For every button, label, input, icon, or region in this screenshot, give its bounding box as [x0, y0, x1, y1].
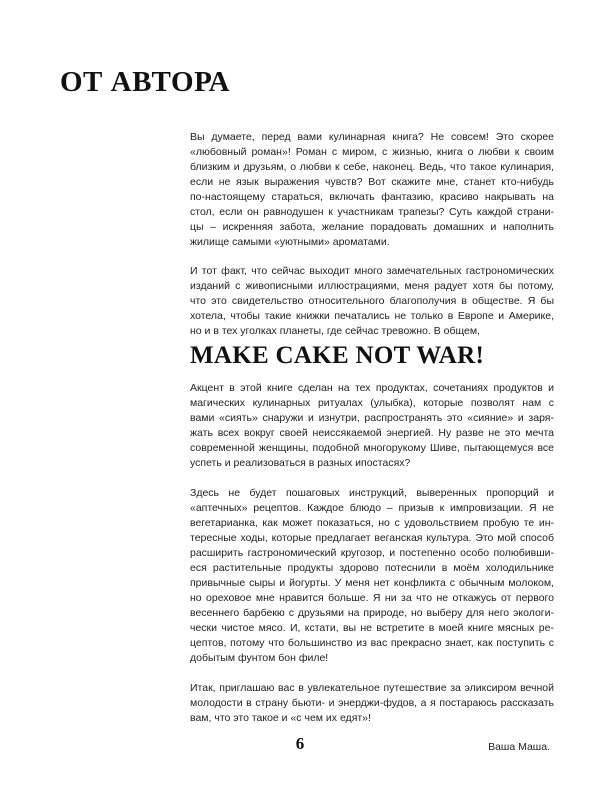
text-column: [190, 130, 554, 755]
text-line: чески чистое мясо. И, кстати, вы не встретите в моей книге мясных ре-: [190, 622, 554, 634]
text-line: «аптечных» рецептов. Каждое блюдо – призыв к импровизации. Я не: [190, 502, 554, 514]
text-line: успеть и реализоваться в разных ипостасях?: [190, 457, 411, 469]
text-line: весеннего барбекю с друзьями на природе, но выберу для него экологи-: [190, 607, 554, 619]
author-signature: Ваша Маша.: [488, 741, 550, 753]
paragraph-approach: [190, 486, 554, 666]
text-line: но и в тех уголках планеты, где сейчас тревожно. В общем,: [190, 325, 480, 337]
page-number: 6: [295, 734, 305, 753]
text-line: цептов, потому что большинство из вас прекрасно знает, как поступить с: [190, 637, 554, 649]
text-line: хотела, чтобы такие книжки печатались не только в Европе и Америке,: [190, 310, 554, 322]
text-line: что это свидетельство относительного благополучия в обществе. Я бы: [190, 295, 554, 307]
text-line: близким и друзьям, о любви к себе, наконец. Ведь, что такое кулинария,: [190, 161, 554, 173]
text-line: вам, что это такое и «с чем их едят»!: [190, 712, 371, 724]
text-line: молодости в страну бьюти- и энерджи-фудов, а я постараюсь рассказать: [190, 697, 554, 709]
text-line: стол, если он равнодушен к участникам трапезы? Суть каждой страни-: [190, 206, 554, 218]
text-line: если не язык выражения чувств? Вот скажите мне, станет кто-нибудь: [190, 176, 554, 188]
text-line: по-настоящему стараться, включать фантазию, красиво накрывать на: [190, 191, 554, 203]
text-line: современной женщины, подобной многорукому Шиве, пытающемуся все: [190, 442, 554, 454]
text-line: тересные ходы, которые предлагает веганская культура. Это мой способ: [190, 532, 554, 544]
text-line: изданий с живописными иллюстрациями, меня радует хотя бы потому,: [190, 280, 554, 292]
text-line: вегетарианка, как может показаться, но с удовольствием пробую те ин-: [190, 517, 554, 529]
text-line: Итак, приглашаю вас в увлекательное путешествие за эликсиром вечной: [190, 682, 554, 694]
paragraph-focus: [190, 381, 554, 471]
slogan-heading: MAKE CAKE NOT WAR!: [190, 342, 485, 369]
text-line: жилище самыми «уютными» ароматами.: [190, 236, 390, 248]
text-line: вами «сиять» снаружи и изнутри, распространять это «сияние» и заря-: [190, 412, 554, 424]
text-line: И тот факт, что сейчас выходит много замечательных гастрономических: [190, 265, 554, 277]
text-line: Вы думаете, перед вами кулинарная книга? Не совсем! Это скорее: [190, 131, 554, 143]
text-line: привычные сыры и йогурты. У меня нет конфликта с обычным молоком,: [190, 577, 554, 589]
text-line: цы – искренняя забота, желание порадовать домашних и наполнить: [190, 221, 554, 233]
page-title: ОТ АВТОРА: [60, 66, 231, 98]
paragraph-publications: [190, 264, 554, 339]
text-line: расширить гастрономический кругозор, и постепенно особо полюбивши-: [190, 547, 554, 559]
text-line: еся растительные продукты здорово потеснили в моём холодильнике: [190, 562, 554, 574]
paragraph-intro: [190, 130, 554, 250]
text-line: Акцент в этой книге сделан на тех продуктах, сочетаниях продуктов и: [190, 382, 554, 394]
paragraph-invitation: [190, 681, 554, 726]
text-line: жать всех вокруг своей неиссякаемой энергией. Ну разве не это мечта: [190, 427, 554, 439]
text-line: магических кулинарных ритуалах (улыбка), которые позволят нам с: [190, 397, 555, 409]
text-line: «любовный роман»! Роман с миром, с жизнью, книга о любви к своим: [190, 146, 554, 158]
text-line: но ореховое мне нравится больше. Я ни за что не откажусь от первого: [190, 592, 554, 604]
text-line: добытым фунтом бон филе!: [190, 652, 329, 664]
text-line: Здесь не будет пошаговых инструкций, выверенных пропорций и: [190, 487, 554, 499]
